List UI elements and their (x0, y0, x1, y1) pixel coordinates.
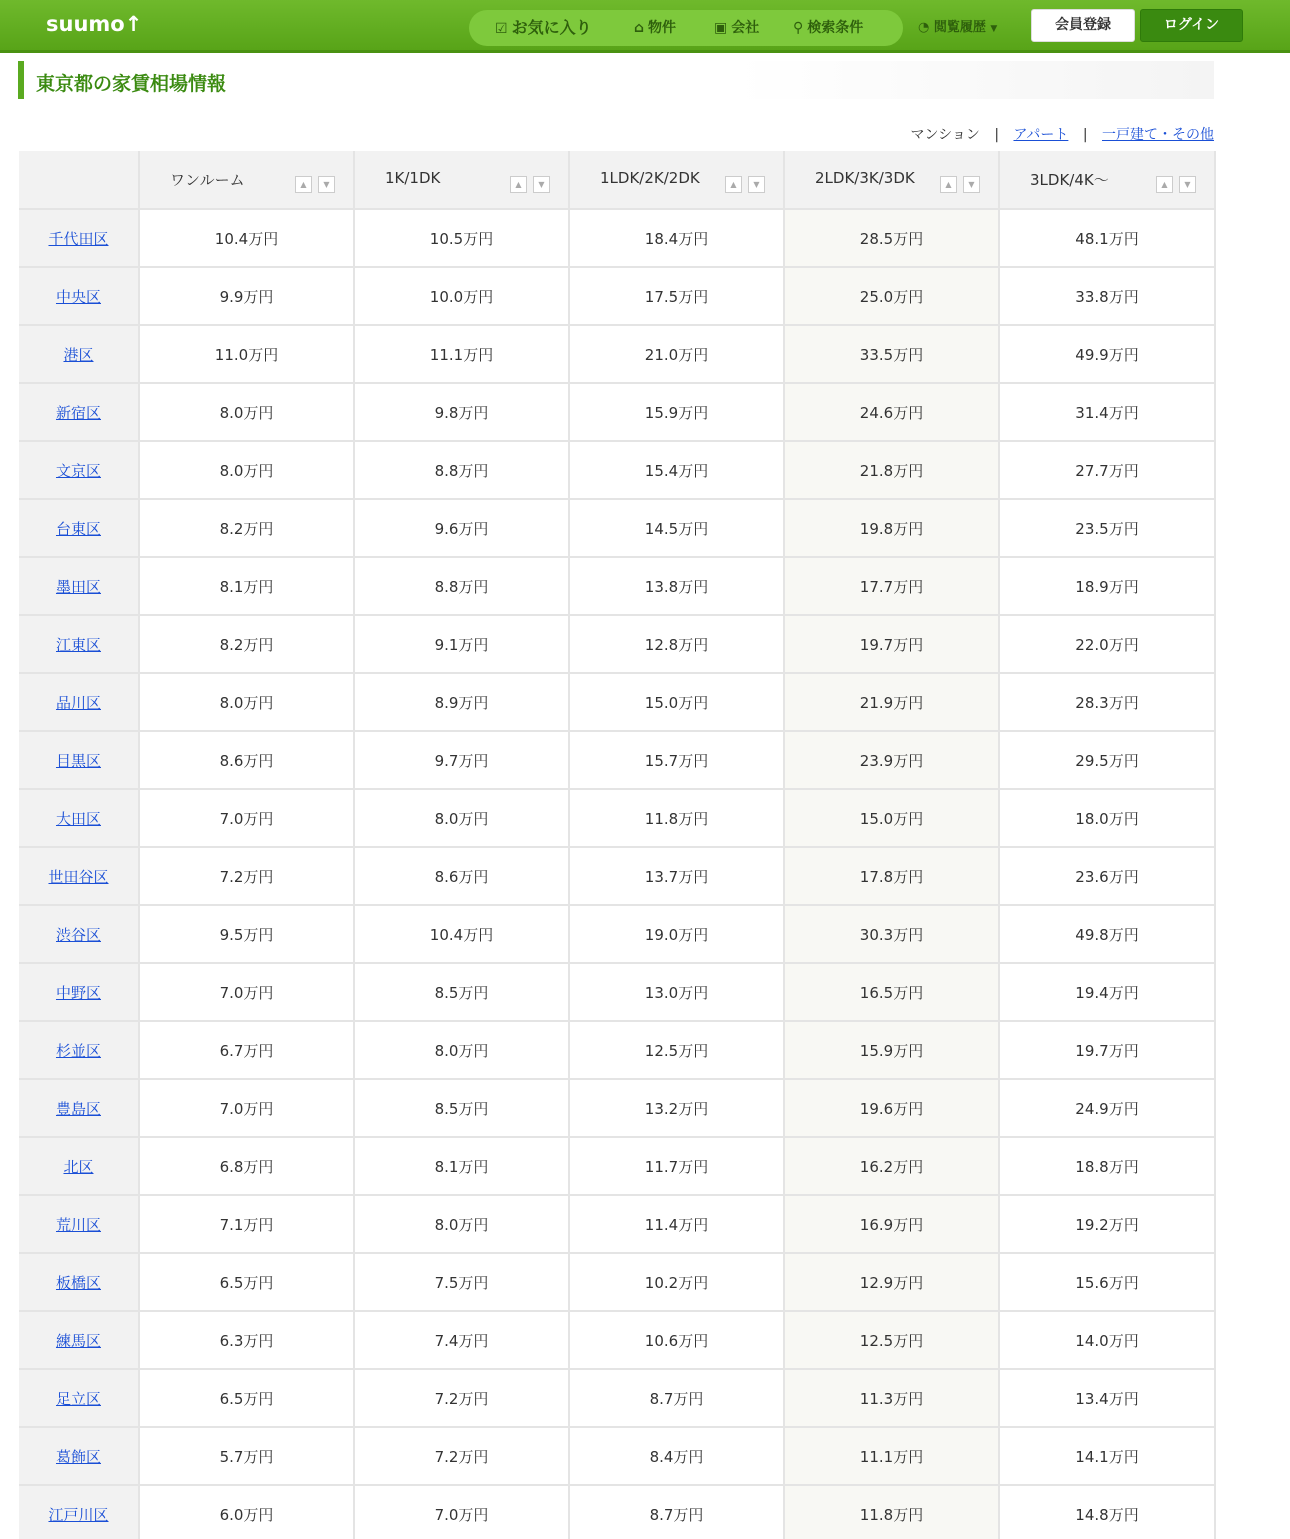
ward-cell (19, 499, 139, 557)
rent-value-cell: 12.5万円 (569, 1021, 784, 1079)
rent-value-cell: 10.2万円 (569, 1253, 784, 1311)
checkbox-icon: ☑ (495, 21, 508, 37)
ward-cell (19, 557, 139, 615)
table-row (19, 441, 1215, 499)
rent-value-cell: 8.1万円 (354, 1137, 569, 1195)
clock-icon: ◔ (918, 20, 930, 35)
rent-value-cell: 16.5万円 (784, 963, 999, 1021)
rent-value-cell: 15.9万円 (569, 383, 784, 441)
rent-value-cell: 19.7万円 (784, 615, 999, 673)
rent-value-cell: 7.2万円 (354, 1427, 569, 1485)
rent-value-cell: 48.1万円 (999, 209, 1215, 267)
ward-cell (19, 267, 139, 325)
rent-value-cell: 9.9万円 (139, 267, 354, 325)
sort-ascending-icon[interactable]: ▲ (295, 176, 312, 193)
rent-table (19, 151, 1216, 1539)
rent-value-cell: 49.8万円 (999, 905, 1215, 963)
rent-value-cell: 17.7万円 (784, 557, 999, 615)
ward-cell (19, 789, 139, 847)
rent-value-cell: 24.6万円 (784, 383, 999, 441)
rent-value-cell: 14.1万円 (999, 1427, 1215, 1485)
rent-value-cell: 8.8万円 (354, 557, 569, 615)
table-body (19, 209, 1215, 1539)
column-header (784, 151, 999, 209)
rent-value-cell: 9.7万円 (354, 731, 569, 789)
rent-value-cell: 11.7万円 (569, 1137, 784, 1195)
rent-value-cell: 7.0万円 (139, 789, 354, 847)
sort-controls (289, 175, 335, 193)
ward-cell (19, 1311, 139, 1369)
rent-value-cell: 21.8万円 (784, 441, 999, 499)
rent-value-cell: 33.8万円 (999, 267, 1215, 325)
nav-properties-label: 物件 (648, 20, 677, 36)
rent-value-cell: 8.2万円 (139, 499, 354, 557)
ward-link[interactable]: 大田区 (55, 809, 101, 828)
table-row (19, 673, 1215, 731)
table-row (19, 731, 1215, 789)
ward-cell (19, 1485, 139, 1539)
nav-saved-searches[interactable] (793, 10, 863, 46)
ward-link[interactable]: 江戸川区 (48, 1505, 109, 1524)
table-row (19, 383, 1215, 441)
property-type-switch (910, 124, 1214, 144)
rent-value-cell: 9.8万円 (354, 383, 569, 441)
rent-value-cell: 25.0万円 (784, 267, 999, 325)
rent-value-cell: 28.5万円 (784, 209, 999, 267)
type-current-mansion: マンション (910, 127, 980, 143)
ward-link[interactable]: 千代田区 (48, 229, 109, 248)
browsing-history-menu[interactable] (918, 10, 997, 46)
rent-value-cell: 28.3万円 (999, 673, 1215, 731)
ward-link[interactable]: 台東区 (55, 519, 101, 538)
ward-cell (19, 963, 139, 1021)
nav-favorites-label: お気に入り (511, 18, 592, 37)
ward-cell (19, 1079, 139, 1137)
rent-value-cell: 8.6万円 (354, 847, 569, 905)
ward-cell (19, 673, 139, 731)
sort-descending-icon[interactable]: ▼ (963, 176, 980, 193)
nav-saved-searches-label: 検索条件 (807, 20, 864, 36)
ward-cell (19, 1369, 139, 1427)
rent-value-cell: 27.7万円 (999, 441, 1215, 499)
table-row (19, 1195, 1215, 1253)
rent-value-cell: 8.6万円 (139, 731, 354, 789)
rent-value-cell: 13.4万円 (999, 1369, 1215, 1427)
nav-favorites[interactable] (495, 10, 592, 46)
rent-value-cell: 19.8万円 (784, 499, 999, 557)
rent-value-cell: 11.3万円 (784, 1369, 999, 1427)
sort-ascending-icon[interactable]: ▲ (510, 176, 527, 193)
rent-value-cell: 8.5万円 (354, 1079, 569, 1137)
ward-cell (19, 905, 139, 963)
rent-value-cell: 23.9万円 (784, 731, 999, 789)
rent-value-cell: 8.8万円 (354, 441, 569, 499)
ward-link[interactable]: 渋谷区 (55, 925, 101, 944)
ward-cell (19, 209, 139, 267)
column-header-label: 1K/1DK (385, 169, 441, 187)
nav-properties[interactable] (634, 10, 676, 46)
ward-link[interactable]: 墨田区 (55, 577, 101, 596)
rent-value-cell: 16.2万円 (784, 1137, 999, 1195)
suumo-logo[interactable]: suumo↑ (46, 12, 143, 36)
rent-value-cell: 8.4万円 (569, 1427, 784, 1485)
rent-value-cell: 13.7万円 (569, 847, 784, 905)
sort-ascending-icon[interactable]: ▲ (725, 176, 742, 193)
rent-value-cell: 8.7万円 (569, 1369, 784, 1427)
rent-value-cell: 14.0万円 (999, 1311, 1215, 1369)
rent-value-cell: 13.2万円 (569, 1079, 784, 1137)
rent-value-cell: 12.9万円 (784, 1253, 999, 1311)
table-row (19, 1079, 1215, 1137)
rent-value-cell: 10.5万円 (354, 209, 569, 267)
table-row (19, 615, 1215, 673)
ward-link[interactable]: 新宿区 (55, 403, 101, 422)
rent-value-cell: 16.9万円 (784, 1195, 999, 1253)
table-row (19, 1369, 1215, 1427)
rent-value-cell: 10.4万円 (354, 905, 569, 963)
rent-value-cell: 24.9万円 (999, 1079, 1215, 1137)
table-row (19, 1311, 1215, 1369)
rent-value-cell: 13.8万円 (569, 557, 784, 615)
rent-value-cell: 11.0万円 (139, 325, 354, 383)
rent-value-cell: 7.4万円 (354, 1311, 569, 1369)
ward-link[interactable]: 杉並区 (55, 1041, 101, 1060)
ward-link[interactable]: 品川区 (55, 693, 101, 712)
rent-value-cell: 6.7万円 (139, 1021, 354, 1079)
rent-value-cell: 6.0万円 (139, 1485, 354, 1539)
sort-descending-icon[interactable]: ▼ (318, 176, 335, 193)
rent-value-cell: 19.4万円 (999, 963, 1215, 1021)
ward-cell (19, 441, 139, 499)
rent-value-cell: 15.4万円 (569, 441, 784, 499)
ward-link[interactable]: 練馬区 (55, 1331, 101, 1350)
column-header-label: 3LDK/4K〜 (1030, 171, 1109, 189)
ward-link[interactable]: 港区 (63, 345, 94, 364)
rent-value-cell: 8.0万円 (139, 383, 354, 441)
rent-value-cell: 11.8万円 (784, 1485, 999, 1539)
rent-value-cell: 19.0万円 (569, 905, 784, 963)
rent-value-cell: 10.0万円 (354, 267, 569, 325)
rent-value-cell: 5.7万円 (139, 1427, 354, 1485)
house-icon: ⌂ (634, 20, 645, 36)
rent-value-cell: 49.9万円 (999, 325, 1215, 383)
rent-value-cell: 17.5万円 (569, 267, 784, 325)
rent-value-cell: 18.0万円 (999, 789, 1215, 847)
sort-descending-icon[interactable]: ▼ (533, 176, 550, 193)
table-row (19, 1427, 1215, 1485)
rent-value-cell: 9.1万円 (354, 615, 569, 673)
table-row (19, 1485, 1215, 1539)
rent-value-cell: 18.9万円 (999, 557, 1215, 615)
rent-value-cell: 18.8万円 (999, 1137, 1215, 1195)
rent-value-cell: 6.3万円 (139, 1311, 354, 1369)
rent-value-cell: 15.7万円 (569, 731, 784, 789)
table-row (19, 325, 1215, 383)
rent-value-cell: 21.0万円 (569, 325, 784, 383)
nav-companies-label: 会社 (731, 20, 760, 36)
rent-value-cell: 13.0万円 (569, 963, 784, 1021)
rent-value-cell: 7.2万円 (354, 1369, 569, 1427)
rent-value-cell: 7.0万円 (139, 963, 354, 1021)
briefcase-icon: ▣ (714, 20, 728, 36)
separator: | (994, 127, 1000, 143)
ward-link[interactable]: 北区 (63, 1157, 94, 1176)
table-row (19, 963, 1215, 1021)
sort-ascending-icon[interactable]: ▲ (1156, 176, 1173, 193)
sort-controls (1150, 175, 1196, 193)
table-row (19, 209, 1215, 267)
column-header (139, 151, 354, 209)
ward-link[interactable]: 葛飾区 (55, 1447, 101, 1466)
rent-value-cell: 10.6万円 (569, 1311, 784, 1369)
sort-descending-icon[interactable]: ▼ (1179, 176, 1196, 193)
ward-cell (19, 731, 139, 789)
ward-cell (19, 383, 139, 441)
table-row (19, 1253, 1215, 1311)
rent-value-cell: 29.5万円 (999, 731, 1215, 789)
page-title: 東京都の家賃相場情報 (36, 73, 227, 95)
sort-controls (719, 175, 765, 193)
nav-companies[interactable] (714, 10, 759, 46)
ward-link[interactable]: 中野区 (55, 983, 101, 1002)
ward-link[interactable]: 荒川区 (55, 1215, 101, 1234)
browsing-history-label: 閲覧履歴 (933, 20, 986, 35)
rent-value-cell: 33.5万円 (784, 325, 999, 383)
column-header-label: 2LDK/3K/3DK (815, 169, 915, 187)
ward-link[interactable]: 目黒区 (55, 751, 101, 770)
rent-value-cell: 11.1万円 (354, 325, 569, 383)
rent-value-cell: 31.4万円 (999, 383, 1215, 441)
table-header-row (19, 151, 1215, 209)
login-button[interactable]: ログイン (1140, 9, 1243, 42)
rent-value-cell: 11.4万円 (569, 1195, 784, 1253)
ward-link[interactable]: 中央区 (55, 287, 101, 306)
rent-value-cell: 8.0万円 (354, 1021, 569, 1079)
table-row (19, 499, 1215, 557)
table-row (19, 905, 1215, 963)
rent-value-cell: 15.6万円 (999, 1253, 1215, 1311)
rent-value-cell: 15.0万円 (784, 789, 999, 847)
rent-value-cell: 7.0万円 (354, 1485, 569, 1539)
rent-value-cell: 19.6万円 (784, 1079, 999, 1137)
separator: | (1082, 127, 1088, 143)
table-row (19, 847, 1215, 905)
sort-ascending-icon[interactable]: ▲ (940, 176, 957, 193)
rent-value-cell: 30.3万円 (784, 905, 999, 963)
rent-value-cell: 14.5万円 (569, 499, 784, 557)
rent-value-cell: 21.9万円 (784, 673, 999, 731)
ward-cell (19, 1195, 139, 1253)
column-header-label: ワンルーム (170, 171, 245, 189)
column-header (999, 151, 1215, 209)
rent-value-cell: 6.8万円 (139, 1137, 354, 1195)
rent-value-cell: 12.8万円 (569, 615, 784, 673)
rent-value-cell: 19.2万円 (999, 1195, 1215, 1253)
rent-value-cell: 8.0万円 (139, 673, 354, 731)
ward-cell (19, 1427, 139, 1485)
table-row (19, 557, 1215, 615)
table-row (19, 267, 1215, 325)
rent-value-cell: 12.5万円 (784, 1311, 999, 1369)
register-button[interactable]: 会員登録 (1031, 9, 1135, 42)
ward-link[interactable]: 文京区 (55, 461, 101, 480)
rent-value-cell: 8.0万円 (354, 1195, 569, 1253)
sort-descending-icon[interactable]: ▼ (748, 176, 765, 193)
ward-link[interactable]: 豊島区 (55, 1099, 101, 1118)
table-row (19, 789, 1215, 847)
table-row (19, 1137, 1215, 1195)
column-header-label: 1LDK/2K/2DK (600, 169, 700, 187)
ward-cell (19, 615, 139, 673)
rent-value-cell: 14.8万円 (999, 1485, 1215, 1539)
rent-value-cell: 23.6万円 (999, 847, 1215, 905)
table-row (19, 1021, 1215, 1079)
search-icon: ⚲ (793, 20, 804, 36)
sort-controls (504, 175, 550, 193)
ward-cell (19, 1137, 139, 1195)
rent-value-cell: 9.6万円 (354, 499, 569, 557)
ward-link[interactable]: 足立区 (55, 1389, 101, 1408)
rent-value-cell: 23.5万円 (999, 499, 1215, 557)
rent-value-cell: 19.7万円 (999, 1021, 1215, 1079)
rent-value-cell: 8.9万円 (354, 673, 569, 731)
type-link-house-other[interactable]: 一戸建て・その他 (1102, 127, 1214, 143)
ward-cell (19, 847, 139, 905)
rent-value-cell: 15.9万円 (784, 1021, 999, 1079)
chevron-down-icon: ▼ (990, 24, 998, 34)
rent-value-cell: 18.4万円 (569, 209, 784, 267)
ward-cell (19, 1253, 139, 1311)
header-corner (19, 151, 139, 209)
rent-value-cell: 17.8万円 (784, 847, 999, 905)
rent-value-cell: 8.5万円 (354, 963, 569, 1021)
rent-value-cell: 7.1万円 (139, 1195, 354, 1253)
sort-controls (934, 175, 980, 193)
rent-value-cell: 11.8万円 (569, 789, 784, 847)
rent-value-cell: 10.4万円 (139, 209, 354, 267)
rent-value-cell: 11.1万円 (784, 1427, 999, 1485)
site-header (0, 0, 1290, 53)
column-header (569, 151, 784, 209)
rent-value-cell: 6.5万円 (139, 1369, 354, 1427)
ward-cell (19, 1021, 139, 1079)
rent-value-cell: 22.0万円 (999, 615, 1215, 673)
rent-value-cell: 8.0万円 (354, 789, 569, 847)
ward-link[interactable]: 江東区 (55, 635, 101, 654)
rent-value-cell: 7.0万円 (139, 1079, 354, 1137)
rent-value-cell: 8.1万円 (139, 557, 354, 615)
rent-value-cell: 8.0万円 (139, 441, 354, 499)
rent-value-cell: 8.7万円 (569, 1485, 784, 1539)
rent-value-cell: 7.5万円 (354, 1253, 569, 1311)
column-header (354, 151, 569, 209)
ward-link[interactable]: 板橋区 (55, 1273, 101, 1292)
rent-value-cell: 6.5万円 (139, 1253, 354, 1311)
rent-value-cell: 7.2万円 (139, 847, 354, 905)
rent-value-cell: 15.0万円 (569, 673, 784, 731)
rent-value-cell: 9.5万円 (139, 905, 354, 963)
rent-value-cell: 8.2万円 (139, 615, 354, 673)
ward-cell (19, 325, 139, 383)
title-accent-bar (18, 61, 24, 99)
ward-link[interactable]: 世田谷区 (48, 867, 109, 886)
type-link-apartment[interactable]: アパート (1013, 127, 1069, 143)
